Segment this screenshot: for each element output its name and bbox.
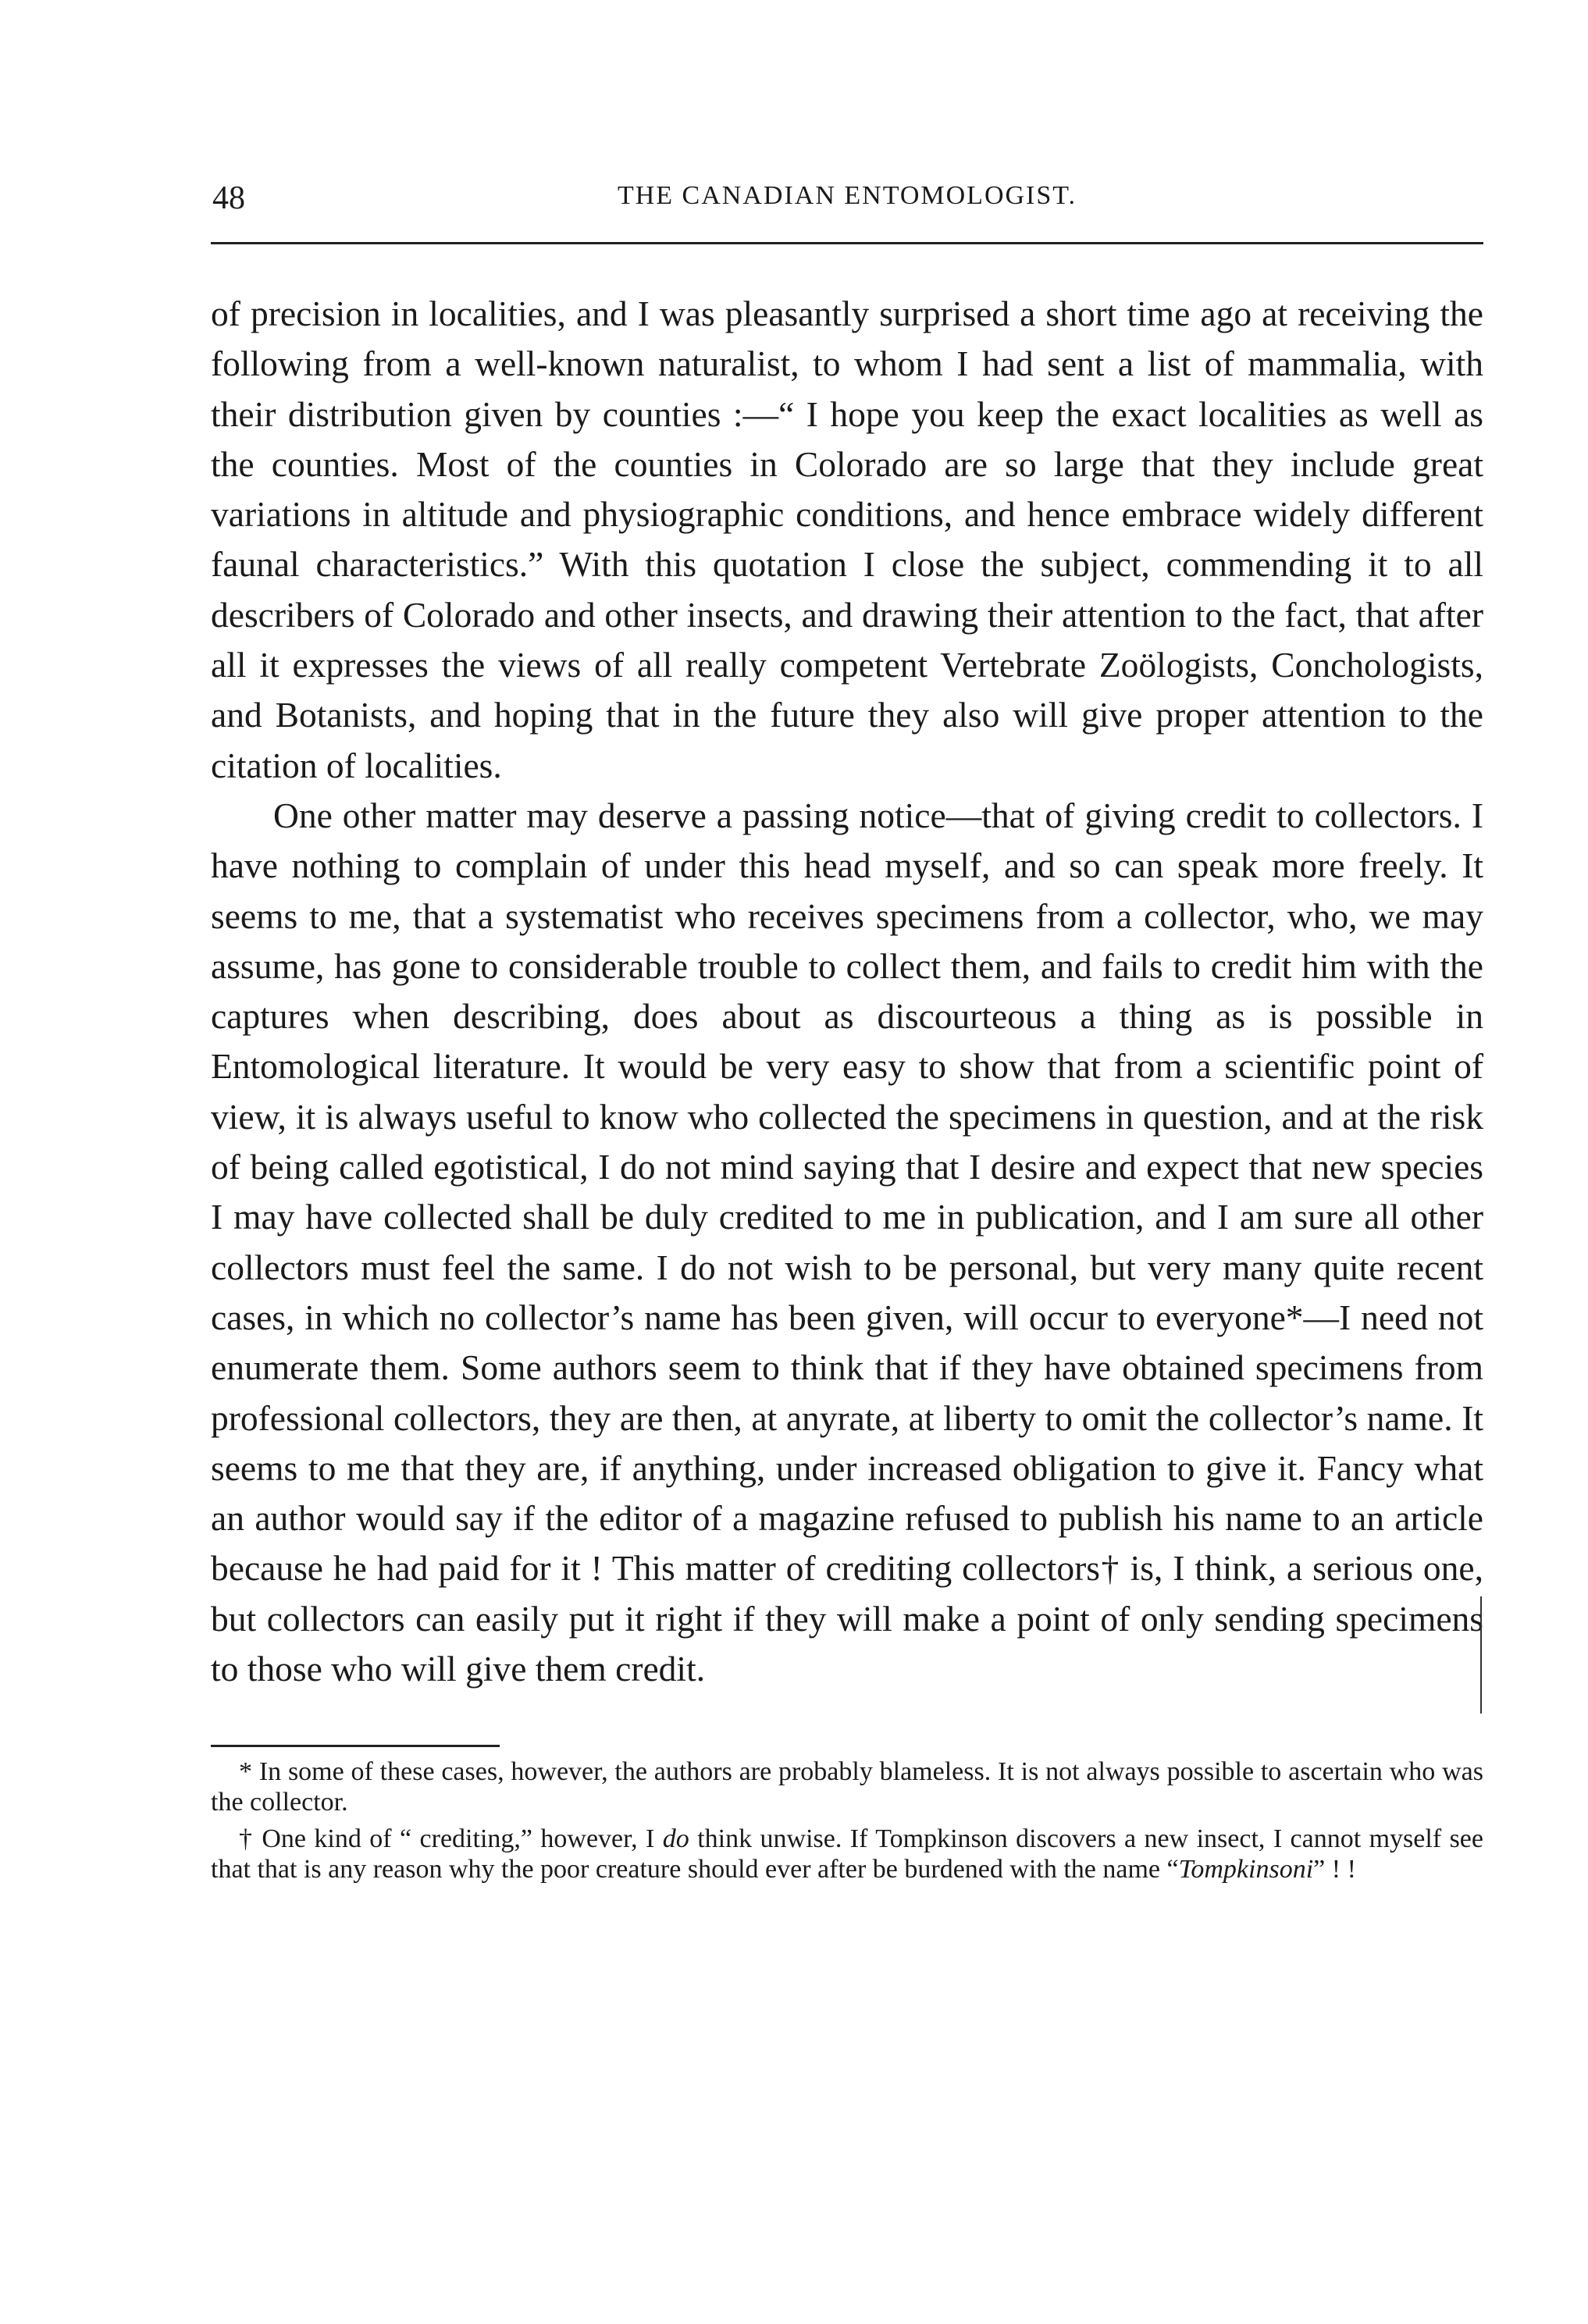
footnote-dagger-emphasis: do [662, 1824, 689, 1853]
margin-mark [1480, 1596, 1482, 1714]
footnote-rule [211, 1745, 500, 1747]
page-number: 48 [212, 180, 245, 216]
footnote-dagger-text-1: † One kind of “ crediting,” however, I [239, 1824, 663, 1853]
paragraph-crediting-collectors: One other matter may deserve a passing notice—that of giving credit to collectors. I have nothing to complain of under this head myself, and so can speak more freely. It seems to me, that a systematist who receives specimens from a collector, who, we may assume, has gone to considerable trouble to collect them, and fails to credit him with the captures when describing, does about as discourteous a thing as is possible in Entomological literature. It would be very easy to show that from a scientific point of view, it is always useful to know who collected the specimens in question, and at the risk of being called egotistical, I do not mind saying that I desire and expect that new species I may have collected shall be duly credited to me in publication, and I am sure all other collectors must feel the same. I do not wish to be personal, but very many quite recent cases, in which no collector’s name has been given, will occur to everyone*—I need not enumerate them. Some authors seem to think that if they have obtained specimens from professional collectors, they are then, at anyrate, at liberty to omit the collector’s name. It seems to me that they are, if anything, under increased obligation to give it. Fancy what an author would say if the editor of a magazine refused to publish his name to an article because he had paid for it ! This matter of crediting collectors† is, I think, a serious one, but collectors can easily put it right if they will make a point of only sending specimens to those who will give them credit. [211, 795, 1483, 1689]
header-rule [211, 242, 1483, 244]
paragraph-continuation: of precision in localities, and I was pleasantly surprised a short time ago at receiving the following from a well-known naturalist, to whom I had sent a list of mammalia, with their distribution given by counties :—“ I hope you keep the exact localities as well as the counties. Most of the counties in Colorado are so large that they include great variations in altitude and physiographic conditions, and hence embrace widely different faunal characteristics.” With this quotation I close the subject, commending it to all describers of Colorado and other insects, and drawing their attention to the fact, that after all it expresses the views of all really competent Vertebrate Zoölogists, Conchologists, and Botanists, and hoping that in the future they also will give proper attention to the citation of localities. [211, 294, 1483, 785]
footnote-dagger-text-2: think unwise. If Tompkinson discovers a new insect, I cannot myself see that that is any reason why the poor creature should ever after be burdened with the name “ [211, 1824, 1483, 1884]
footnotes [211, 1756, 1483, 1891]
footnote-dagger-text-3: ” ! ! [1313, 1855, 1356, 1884]
footnote-asterisk: * In some of these cases, however, the authors are probably blameless. It is not always possible to ascertain who was the collector. [211, 1757, 1483, 1817]
body-text [211, 289, 1483, 1694]
footnote-dagger-name: Tompkinsoni [1178, 1855, 1314, 1884]
running-head [211, 133, 1483, 216]
journal-title: THE CANADIAN ENTOMOLOGIST. [617, 181, 1077, 210]
footnote-dagger [211, 1824, 1483, 1884]
page [211, 133, 1483, 1884]
